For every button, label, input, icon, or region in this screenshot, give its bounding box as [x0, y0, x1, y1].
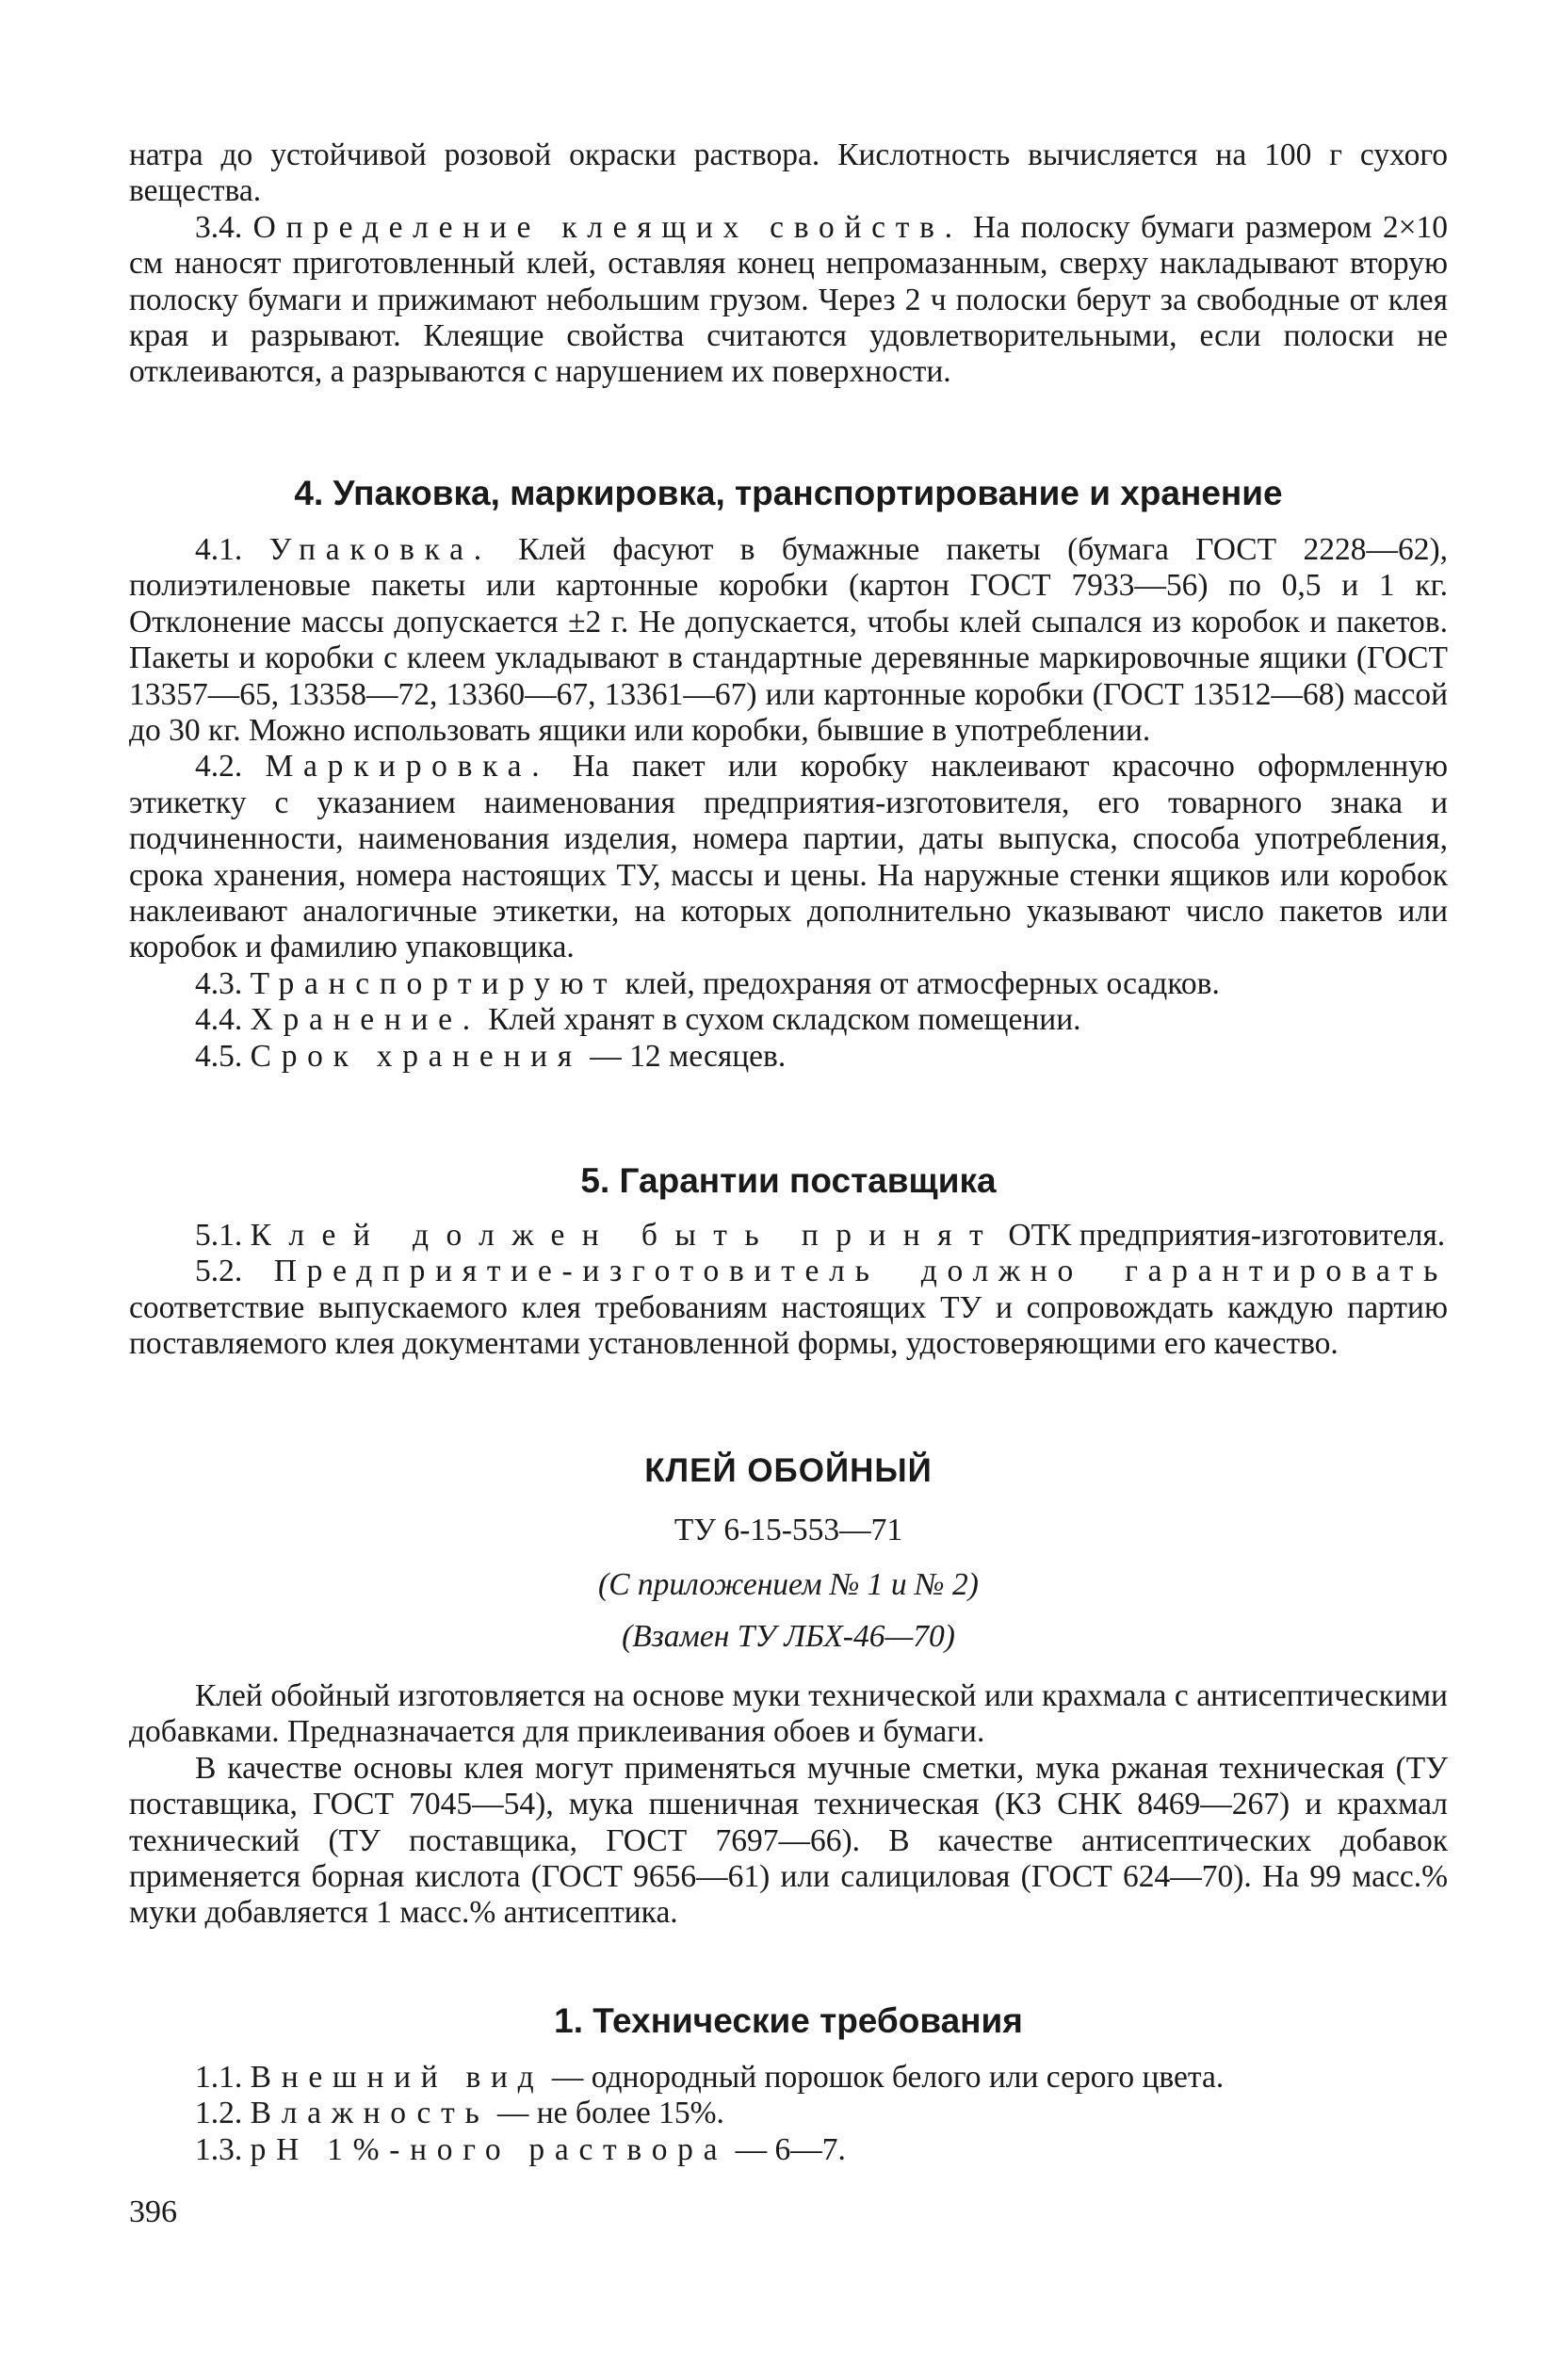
intro-paragraph-2: В качестве основы клея могут применяться мучные сметки, мука ржаная техническая (ТУ поставщика, ГОСТ 7045—54), мука пшеничная техническая (КЗ СНК 8469—267) и крахмал технический (ТУ поставщика, ГОСТ 7697—66). В качестве антисептических добавок применяется борная кислота (ГОСТ 9656—61) или салициловая (ГОСТ 624—70). На 99 масс.% муки добавляется 1 масс.% антисептика. [129, 1750, 1448, 1931]
page-number: 396 [129, 2194, 177, 2229]
item-5-1: 5.1. Клей должен быть принят ОТК предприятия-изготовителя. [195, 1218, 1446, 1253]
paragraph-continuation: натра до устойчивой розовой окраски раствора. Кислотность вычисляется на 100 г сухого вещества. [129, 138, 1448, 209]
product-appendix: (С приложением № 1 и № 2) [598, 1567, 979, 1602]
section-1-title: 1. Технические требования [554, 2001, 1023, 2040]
section-5-body [129, 1218, 1448, 1363]
intro-paragraph-1: Клей обойный изготовляется на основе муки технической или крахмала с антисептическими добавками. Предназначается для приклеивания обоев и бумаги. [129, 1678, 1448, 1750]
section-4-body [129, 532, 1448, 1075]
term: Определение клеящих свойств. [252, 209, 963, 245]
top-block [129, 138, 1448, 391]
section-4-title: 4. Упаковка, маркировка, транспортирование и хранение [294, 474, 1283, 512]
item-1-1: 1.1. Внешний вид — однородный порошок белого или серого цвета. [195, 2060, 1225, 2095]
paragraph-3-4: 3.4. Определение клеящих свойств. На полоску бумаги размером 2×10 см наносят приготовленный клей, оставляя конец непромазанным, сверху накладывают вторую полоску бумаги и прижимают небольшим грузом. Через 2 ч полоски берут за свободные от клея края и разрывают. Клеящие свойства считаются удовлетворительными, если полоски не отклеиваются, а разрываются с нарушением их поверхности. [129, 209, 1449, 390]
item-4-5: 4.5. Срок хранения — 12 месяцев. [195, 1038, 787, 1074]
section-5-title: 5. Гарантии поставщика [580, 1161, 997, 1200]
product-tu: ТУ 6-15-553—71 [674, 1513, 903, 1547]
product-intro [129, 1678, 1448, 1932]
item-4-3: 4.3. Транспортируют клей, предохраняя от атмосферных осадков. [195, 965, 1220, 1001]
product-replaces: (Взамен ТУ ЛБХ-46—70) [622, 1619, 955, 1654]
item-4-4: 4.4. Хранение. Клей хранят в сухом складском помещении. [195, 1002, 1081, 1038]
item-4-1: 4.1. Упаковка. Клей фасуют в бумажные пакеты (бумага ГОСТ 2228—62), полиэтиленовые пакеты или картонные коробки (картон ГОСТ 7933—56) по 0,5 и 1 кг. Отклонение массы допускается ±2 г. Не допускается, чтобы клей сыпался из коробок и пакетов. Пакеты и коробки с клеем укладывают в стандартные деревянные маркировочные ящики (ГОСТ 13357—65, 13358—72, 13360—67, 13361—67) или картонные коробки (ГОСТ 13512—68) массой до 30 кг. Можно использовать ящики или коробки, бывшие в употреблении. [129, 532, 1448, 749]
item-5-2: 5.2. Предприятие-изготовитель должно гарантировать соответствие выпускаемого клея требованиям настоящих ТУ и сопровождать каждую партию поставляемого клея документами установленной формы, удостоверяющими его качество. [129, 1254, 1449, 1362]
item-1-2: 1.2. Влажность — не более 15%. [195, 2096, 724, 2131]
item-1-3: 1.3. pH 1%-ного раствора — 6—7. [195, 2131, 846, 2167]
item-4-2: 4.2. Маркировка. На пакет или коробку наклеивают красочно оформленную этикетку с указанием наименования предприятия-изготовителя, его товарного знака и подчиненности, наименования изделия, номера партии, даты выпуска, способа употребления, срока хранения, номера настоящих ТУ, массы и цены. На наружные стенки ящиков или коробок наклеивают аналогичные этикетки, на которых дополнительно указывают число пакетов или коробок и фамилию упаковщика. [129, 749, 1448, 965]
product-name: КЛЕЙ ОБОЙНЫЙ [644, 1452, 933, 1489]
section-1-body [129, 2060, 1448, 2168]
